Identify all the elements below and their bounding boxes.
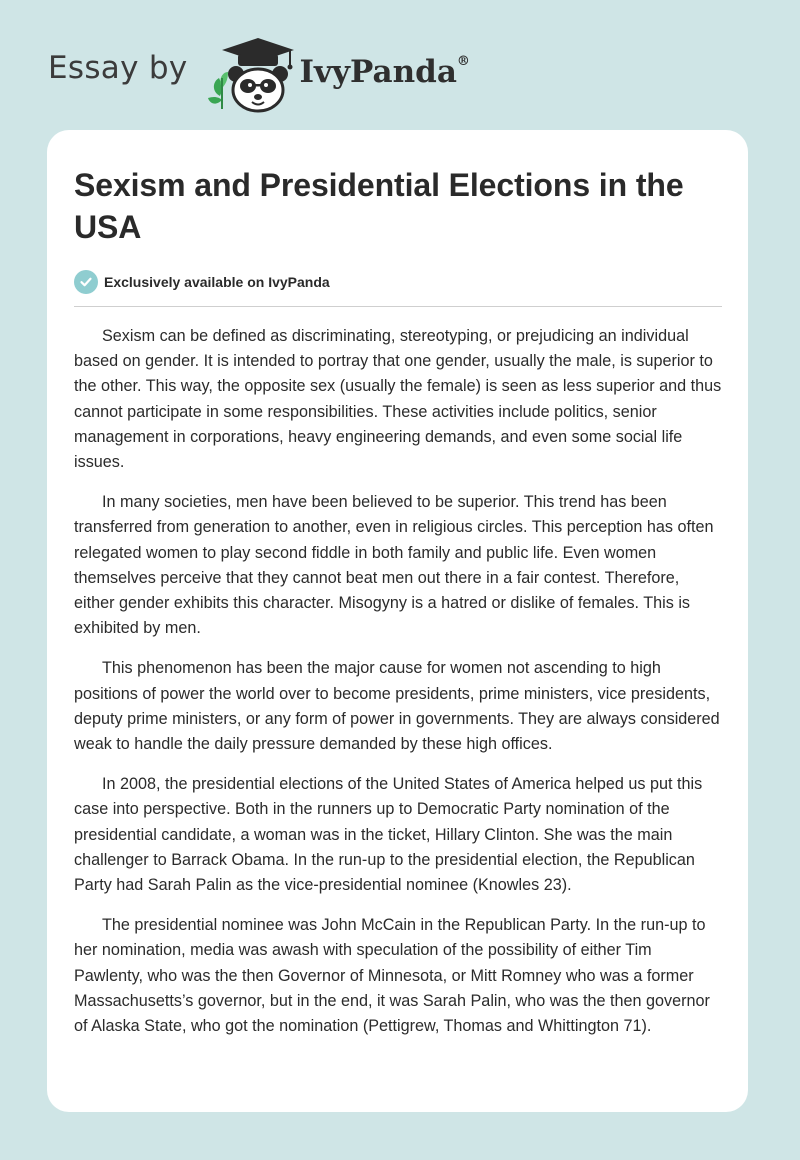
essay-paragraph: In 2008, the presidential elections of the United States of America helped us put this case into perspective. Both in the runners up to Democratic Party nomination of the presidential candidate, a woman was in the ticket, Hillary Clinton. She was the main challenger to Barrack Obama. In the run-up to the presidential election, the Republican Party had Sarah Palin as the vice-presidential nominee (Knowles 23). <box>74 775 703 895</box>
essay-paragraph: This phenomenon has been the major cause for women not ascending to high positions of power the world over to become presidents, prime ministers, vice presidents, deputy prime ministers, or any form of power in governments. They are always considered weak to handle the daily pressure demanded by these high offices. <box>74 659 720 754</box>
divider <box>74 306 722 307</box>
brand-name[interactable] <box>300 54 470 90</box>
check-circle-icon <box>74 270 98 294</box>
essay-paragraph: In many societies, men have been believed to be superior. This trend has been transferred from generation to another, even in religious circles. This perception has often relegated women to play second fiddle in both family and public life. Even women themselves perceive that they cannot beat men out there in a fair contest. Therefore, either gender exhibits this character. Misogyny is a hatred or dislike of females. This is exhibited by men. <box>74 493 714 638</box>
essay-by-label: Essay by <box>48 50 188 86</box>
page-title: Sexism and Presidential Elections in the USA <box>74 167 684 245</box>
exclusive-badge <box>74 268 722 296</box>
essay-paragraph: The presidential nominee was John McCain in the Republican Party. In the run-up to her nomination, media was awash with speculation of the possibility of either Tim Pawlenty, who was the then Governor of Minnesota, or Mitt Romney who was a former Massachusetts’s governor, but in the end, it was Sarah Palin, who was the then governor of Alaska State, who got the nomination (Pettigrew, Thomas and Whittington 71). <box>74 916 710 1036</box>
registered-mark: ® <box>456 53 470 69</box>
site-header <box>48 34 470 114</box>
panda-logo-icon[interactable] <box>206 34 296 114</box>
essay-card <box>47 130 748 1112</box>
brand-text: IvyPanda <box>299 54 457 90</box>
essay-paragraph: Sexism can be defined as discriminating, stereotyping, or prejudicing an individual based on gender. It is intended to portray that one gender, usually the male, is superior to the other. This way, the opposite sex (usually the female) is seen as less superior and thus cannot participate in some responsibilities. These activities include politics, senior management in corporations, heavy engineering demands, and even some social life issues. <box>74 327 722 472</box>
exclusive-badge-label: Exclusively available on IvyPanda <box>104 274 330 290</box>
